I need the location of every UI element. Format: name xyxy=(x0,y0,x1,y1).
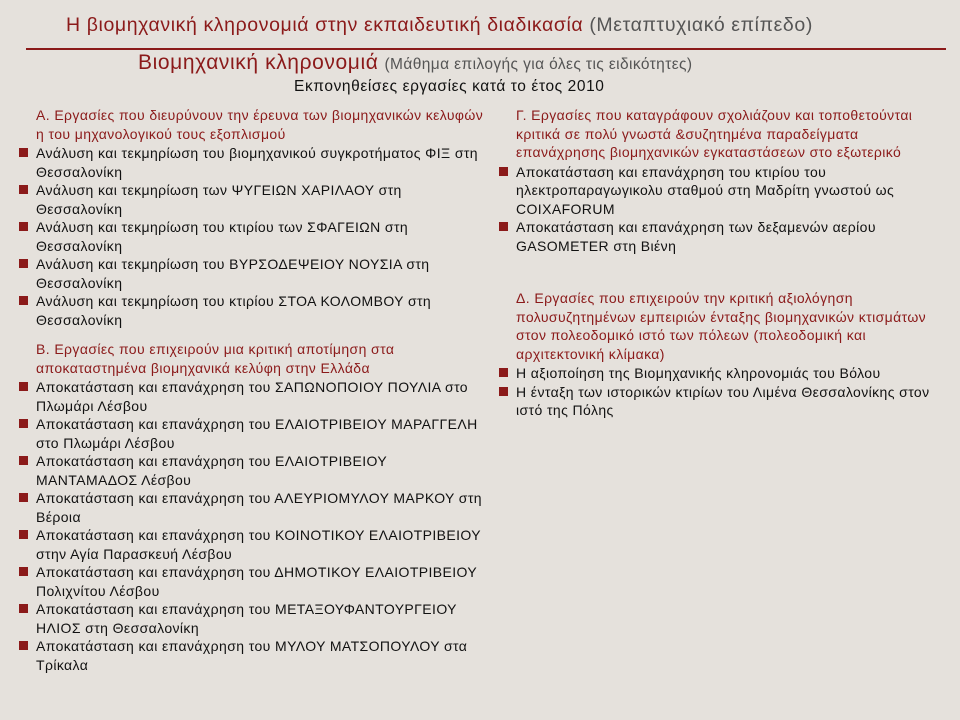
square-bullet-icon xyxy=(19,456,28,465)
list-item xyxy=(16,526,486,563)
section-c-heading: Γ. Εργασίες που καταγράφουν σχολιάζουν και τοποθετούνται κριτικά σε πολύ γνωστά &συζητημένα παραδείγματα επανάχρησης βιομηχανικών εγκαταστάσεων στο εξωτερικό xyxy=(516,107,913,160)
square-bullet-icon xyxy=(499,222,508,231)
square-bullet-icon xyxy=(499,368,508,377)
list-item xyxy=(16,378,486,415)
list-item-text: Αποκατάσταση και επανάχρηση του ΔΗΜΟΤΙΚΟΥ ΕΛΑΙΟΤΡΙΒΕΙΟΥ Πολιχνίτου Λέσβου xyxy=(36,564,477,599)
section-b-heading: Β. Εργασίες που επιχειρούν μια κριτική αποτίμηση στα αποκαταστημένα βιομηχανικά κελύφη στην Ελλάδα xyxy=(36,341,395,376)
list-item-text: Αποκατάσταση και επανάχρηση του ΑΛΕΥΡΙΟΜΥΛΟΥ ΜΑΡΚΟΥ στη Βέροια xyxy=(36,490,482,525)
list-item-text: Αποκατάσταση και επανάχρηση των δεξαμενών αερίου GASOMETER στη Βιένη xyxy=(516,219,876,254)
list-item xyxy=(16,600,486,637)
list-item-text: Αποκατάσταση και επανάχρηση του ΜΥΛΟΥ ΜΑΤΣΟΠΟΥΛΟΥ στα Τρίκαλα xyxy=(36,638,468,673)
list-item xyxy=(496,163,946,219)
square-bullet-icon xyxy=(19,259,28,268)
list-item xyxy=(496,364,946,383)
section-a-list xyxy=(16,144,486,329)
title-divider xyxy=(26,48,946,50)
square-bullet-icon xyxy=(19,296,28,305)
section-d-list xyxy=(496,364,946,420)
slide-title xyxy=(66,14,918,37)
list-item-text: Ανάλυση και τεκμηρίωση του κτιρίου των ΣΦΑΓΕΙΩΝ στη Θεσσαλονίκη xyxy=(36,219,409,254)
list-item-text: Αποκατάσταση και επανάχρηση του ΕΛΑΙΟΤΡΙΒΕΙΟΥ ΜΑΡΑΓΓΕΛΗ στο Πλωμάρι Λέσβου xyxy=(36,416,478,451)
square-bullet-icon xyxy=(19,382,28,391)
right-column xyxy=(496,106,946,420)
section-a-heading: Α. Εργασίες που διευρύνουν την έρευνα των βιομηχανικών κελυφών η του μηχανολογικού τους εξοπλισμού xyxy=(36,107,484,142)
list-item-text: Αποκατάσταση και επανάχρηση του ΚΟΙΝΟΤΙΚΟΥ ΕΛΑΙΟΤΡΙΒΕΙΟΥ στην Αγία Παρασκευή Λέσβου xyxy=(36,527,481,562)
list-item-text: Η αξιοποίηση της Βιομηχανικής κληρονομιάς του Βόλου xyxy=(516,365,881,381)
list-item-text: Η ένταξη των ιστορικών κτιρίων του Λιμένα Θεσσαλονίκης στον ιστό της Πόλης xyxy=(516,383,930,418)
list-item xyxy=(16,181,486,218)
list-item-text: Ανάλυση και τεκμηρίωση του βιομηχανικού συγκροτήματος ΦΙΞ στη Θεσσαλονίκη xyxy=(36,145,478,180)
list-item xyxy=(16,144,486,181)
left-column xyxy=(16,106,486,674)
list-item-text: Ανάλυση και τεκμηρίωση του ΒΥΡΣΟΔΕΨΕΙΟΥ ΝΟΥΣΙΑ στη Θεσσαλονίκη xyxy=(36,256,430,291)
square-bullet-icon xyxy=(499,167,508,176)
list-item xyxy=(16,452,486,489)
list-item xyxy=(16,218,486,255)
list-item-text: Αποκατάσταση και επανάχρηση του κτιρίου του ηλεκτροπαραγωγικολυ σταθμού στη Μαδρίτη γνωστού ως COIXAFORUM xyxy=(516,163,895,217)
section-c-list xyxy=(496,163,946,256)
list-item-text: Ανάλυση και τεκμηρίωση των ΨΥΓΕΙΩΝ ΧΑΡΙΛΑΟΥ στη Θεσσαλονίκη xyxy=(36,182,402,217)
list-item xyxy=(16,489,486,526)
course-title-paren: (Μάθημα επιλογής για όλες τις ειδικότητες) xyxy=(384,56,693,73)
square-bullet-icon xyxy=(19,148,28,157)
square-bullet-icon xyxy=(19,641,28,650)
section-d-heading: Δ. Εργασίες που επιχειρούν την κριτική αξιολόγηση πολυσυζητημένων εμπειριών ένταξης βιομηχανικών κτισμάτων στον πολεοδομικό ιστό των πόλεων (πολεοδομική και αρχιτεκτονική κλίμακα) xyxy=(516,290,927,362)
list-item xyxy=(16,563,486,600)
list-item-text: Αποκατάσταση και επανάχρηση του ΣΑΠΩΝΟΠΟΙΟΥ ΠΟΥΛΙΑ στο Πλωμάρι Λέσβου xyxy=(36,379,468,414)
course-title xyxy=(138,51,898,75)
list-item xyxy=(496,218,946,255)
list-item xyxy=(16,637,486,674)
list-item-text: Ανάλυση και τεκμηρίωση του κτιρίου ΣΤΟΑ ΚΟΛΟΜΒΟΥ στη Θεσσαλονίκη xyxy=(36,293,432,328)
list-item xyxy=(16,255,486,292)
square-bullet-icon xyxy=(19,419,28,428)
square-bullet-icon xyxy=(499,387,508,396)
section-b-list xyxy=(16,378,486,674)
list-item xyxy=(16,415,486,452)
course-title-main: Βιομηχανική κληρονομιά xyxy=(138,51,379,74)
list-item xyxy=(496,383,946,420)
list-item-text: Αποκατάσταση και επανάχρηση του ΜΕΤΑΞΟΥΦΑΝΤΟΥΡΓΕΙΟΥ ΗΛΙΟΣ στη Θεσσαλονίκη xyxy=(36,601,457,636)
square-bullet-icon xyxy=(19,567,28,576)
square-bullet-icon xyxy=(19,185,28,194)
assignments-year: Εκπονηθείσες εργασίες κατά το έτος 2010 xyxy=(294,78,605,95)
list-item-text: Αποκατάσταση και επανάχρηση του ΕΛΑΙΟΤΡΙΒΕΙΟΥ ΜΑΝΤΑΜΑΔΟΣ Λέσβου xyxy=(36,453,387,488)
title-paren: (Μεταπτυχιακό επίπεδο) xyxy=(589,14,813,36)
square-bullet-icon xyxy=(19,530,28,539)
list-item xyxy=(16,292,486,329)
square-bullet-icon xyxy=(19,604,28,613)
square-bullet-icon xyxy=(19,222,28,231)
square-bullet-icon xyxy=(19,493,28,502)
title-main: Η βιομηχανική κληρονομιά στην εκπαιδευτική διαδικασία xyxy=(66,14,584,36)
